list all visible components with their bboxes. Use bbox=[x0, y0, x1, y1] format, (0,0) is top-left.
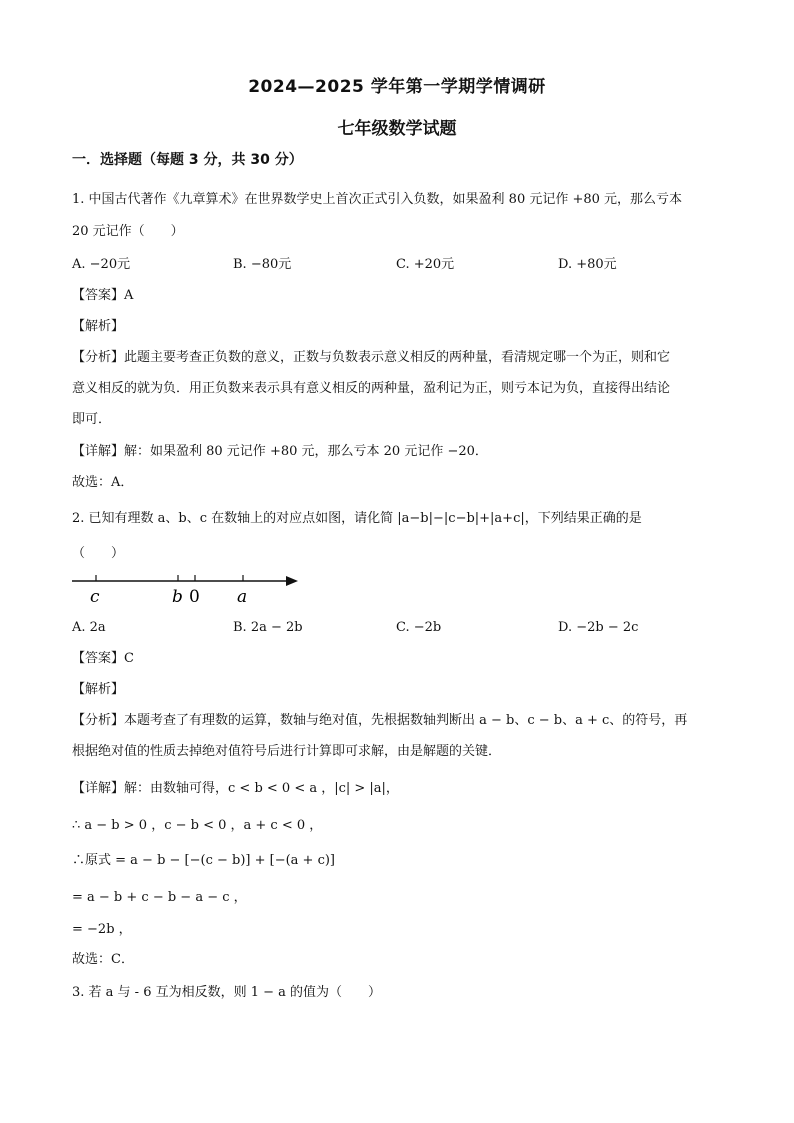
q2-option-a: A. 2a bbox=[72, 620, 106, 635]
q2-detail-line4: = a − b + c − b − a − c ， bbox=[72, 890, 247, 905]
q2-analysis-label: 【解析】 bbox=[72, 682, 125, 697]
q2-stem-line1: 2. 已知有理数 a、b、c 在数轴上的对应点如图，请化简 |a−b|−|c−b|+|a+c|，下列结果正确的是 bbox=[72, 511, 642, 526]
section-heading: 一．选择题（每题 3 分，共 30 分） bbox=[72, 152, 303, 168]
q1-option-c: C. +20元 bbox=[396, 257, 455, 272]
q1-option-b: B. −80元 bbox=[233, 257, 292, 272]
q1-option-d: D. +80元 bbox=[558, 257, 617, 272]
page-subtitle: 七年级数学试题 bbox=[337, 119, 457, 139]
q2-detail-line5: = −2b ， bbox=[72, 922, 132, 937]
q2-detail-line1: 【详解】解：由数轴可得，c < b < 0 < a ，|c| > |a|， bbox=[72, 781, 399, 796]
q2-option-c: C. −2b bbox=[396, 620, 442, 635]
q3-stem-line1: 3. 若 a 与 - 6 互为相反数，则 1 − a 的值为（ ） bbox=[72, 985, 382, 1000]
q1-fenxi-line1: 【分析】此题主要考查正负数的意义，正数与负数表示意义相反的两种量，看清规定哪一个为正，则和它 bbox=[72, 350, 671, 365]
q1-stem-line2: 20 元记作（ ） bbox=[72, 224, 184, 239]
q1-option-a: A. −20元 bbox=[72, 257, 131, 272]
q1-fenxi-line2: 意义相反的就为负．用正负数来表示具有意义相反的两种量，盈利记为正，则亏本记为负，直接得出结论 bbox=[72, 381, 671, 396]
q2-choice: 故选：C． bbox=[72, 952, 134, 967]
q1-fenxi-line3: 即可． bbox=[72, 412, 112, 427]
q2-fenxi-line1: 【分析】本题考查了有理数的运算，数轴与绝对值，先根据数轴判断出 a − b、c − b、a + c、的符号，再 bbox=[72, 713, 688, 728]
q1-choice: 故选：A． bbox=[72, 475, 134, 490]
label-zero: 0 bbox=[189, 587, 200, 607]
q1-answer: 【答案】A bbox=[72, 288, 134, 303]
q2-answer: 【答案】C bbox=[72, 651, 134, 666]
q2-detail-line2: ∴ a − b > 0 ，c − b < 0 ，a + c < 0 ， bbox=[72, 818, 323, 833]
q1-analysis-label: 【解析】 bbox=[72, 319, 125, 334]
label-a: a bbox=[237, 587, 248, 607]
q1-stem-line1: 1. 中国古代著作《九章算术》在世界数学史上首次正式引入负数，如果盈利 80 元记作 +80 元，那么亏本 bbox=[72, 192, 683, 207]
q2-option-b: B. 2a − 2b bbox=[233, 620, 303, 635]
number-line-figure bbox=[68, 566, 308, 610]
label-c: c bbox=[90, 587, 100, 607]
q2-stem-line2: （ ） bbox=[72, 546, 125, 561]
page-title: 2024—2025 学年第一学期学情调研 bbox=[248, 77, 546, 97]
q2-option-d: D. −2b − 2c bbox=[558, 620, 639, 635]
number-line-arrow bbox=[286, 576, 298, 586]
label-b: b bbox=[172, 587, 183, 607]
q2-detail-line3: ∴原式 = a − b − [−(c − b)] + [−(a + c)] bbox=[72, 853, 336, 868]
q2-fenxi-line2: 根据绝对值的性质去掉绝对值符号后进行计算即可求解，由是解题的关键． bbox=[72, 744, 502, 759]
q1-detail: 【详解】解：如果盈利 80 元记作 +80 元，那么亏本 20 元记作 −20． bbox=[72, 444, 488, 459]
